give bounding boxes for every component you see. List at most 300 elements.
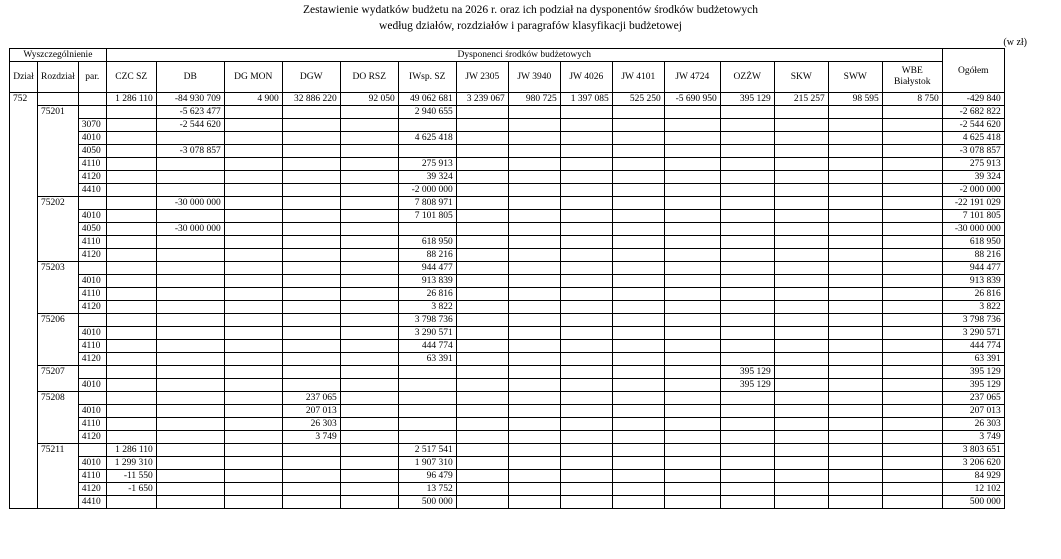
table-row bbox=[10, 171, 1005, 184]
table-cell: 525 250 bbox=[612, 93, 664, 106]
table-cell bbox=[720, 392, 774, 405]
table-cell bbox=[224, 210, 282, 223]
cell-dzial bbox=[10, 210, 38, 223]
cell-par: 4120 bbox=[78, 249, 106, 262]
cell-dzial bbox=[10, 119, 38, 132]
header-column: IWsp. SZ bbox=[398, 62, 456, 93]
table-cell bbox=[720, 158, 774, 171]
table-cell bbox=[340, 366, 398, 379]
table-cell bbox=[560, 262, 612, 275]
report-title: Zestawienie wydatków budżetu na 2026 r. oraz ich podział na dysponentów środków budżetowych bbox=[302, 4, 759, 16]
table-cell bbox=[508, 405, 560, 418]
header-column: SKW bbox=[774, 62, 828, 93]
table-cell bbox=[282, 379, 340, 392]
table-row bbox=[10, 418, 1005, 431]
table-cell bbox=[456, 262, 508, 275]
table-cell bbox=[664, 275, 720, 288]
table-cell bbox=[340, 444, 398, 457]
budget-table bbox=[9, 48, 1005, 509]
table-cell bbox=[828, 301, 882, 314]
table-cell bbox=[456, 236, 508, 249]
table-row bbox=[10, 431, 1005, 444]
table-cell bbox=[456, 288, 508, 301]
cell-rozdzial bbox=[38, 223, 79, 236]
table-cell bbox=[398, 119, 456, 132]
table-cell bbox=[340, 392, 398, 405]
table-cell bbox=[828, 444, 882, 457]
table-cell bbox=[774, 340, 828, 353]
cell-total: -30 000 000 bbox=[942, 223, 1004, 236]
table-cell bbox=[664, 470, 720, 483]
table-cell: 1 299 310 bbox=[106, 457, 156, 470]
cell-rozdzial bbox=[38, 158, 79, 171]
table-cell bbox=[560, 210, 612, 223]
cell-rozdzial: 75206 bbox=[38, 314, 79, 327]
table-cell bbox=[224, 275, 282, 288]
cell-dzial bbox=[10, 275, 38, 288]
table-cell bbox=[282, 288, 340, 301]
table-cell bbox=[106, 366, 156, 379]
cell-dzial: 752 bbox=[10, 93, 38, 106]
table-cell bbox=[508, 288, 560, 301]
table-cell bbox=[774, 379, 828, 392]
cell-dzial bbox=[10, 197, 38, 210]
table-cell bbox=[106, 223, 156, 236]
table-cell bbox=[560, 496, 612, 509]
table-cell bbox=[720, 314, 774, 327]
cell-par bbox=[78, 106, 106, 119]
table-cell bbox=[882, 353, 942, 366]
table-cell bbox=[456, 145, 508, 158]
table-cell bbox=[106, 158, 156, 171]
table-cell bbox=[156, 496, 224, 509]
cell-par: 4110 bbox=[78, 340, 106, 353]
table-cell bbox=[664, 197, 720, 210]
table-cell bbox=[282, 106, 340, 119]
table-cell: 944 477 bbox=[398, 262, 456, 275]
table-cell bbox=[156, 158, 224, 171]
table-cell bbox=[398, 392, 456, 405]
table-cell bbox=[508, 457, 560, 470]
table-cell bbox=[456, 431, 508, 444]
table-cell bbox=[456, 171, 508, 184]
header-column: DB bbox=[156, 62, 224, 93]
cell-total: 84 929 bbox=[942, 470, 1004, 483]
cell-total: 3 803 651 bbox=[942, 444, 1004, 457]
table-cell bbox=[882, 314, 942, 327]
table-cell bbox=[612, 262, 664, 275]
table-cell: 3 239 067 bbox=[456, 93, 508, 106]
header-ogolem: Ogółem bbox=[942, 49, 1004, 93]
table-cell bbox=[612, 353, 664, 366]
table-cell bbox=[664, 444, 720, 457]
table-cell bbox=[508, 392, 560, 405]
table-cell bbox=[720, 210, 774, 223]
table-cell bbox=[456, 184, 508, 197]
table-cell bbox=[720, 457, 774, 470]
table-header bbox=[10, 49, 1005, 93]
table-cell bbox=[560, 470, 612, 483]
table-cell bbox=[398, 223, 456, 236]
header-column: DO RSZ bbox=[340, 62, 398, 93]
table-cell bbox=[282, 132, 340, 145]
table-cell bbox=[560, 457, 612, 470]
table-cell bbox=[882, 210, 942, 223]
table-cell bbox=[156, 249, 224, 262]
table-cell bbox=[774, 444, 828, 457]
table-cell bbox=[664, 184, 720, 197]
table-cell bbox=[774, 132, 828, 145]
cell-rozdzial: 75202 bbox=[38, 197, 79, 210]
table-row bbox=[10, 288, 1005, 301]
cell-rozdzial bbox=[38, 431, 79, 444]
table-cell bbox=[156, 418, 224, 431]
table-cell bbox=[828, 431, 882, 444]
cell-rozdzial: 75203 bbox=[38, 262, 79, 275]
cell-par bbox=[78, 93, 106, 106]
table-cell: 13 752 bbox=[398, 483, 456, 496]
table-cell bbox=[774, 483, 828, 496]
table-cell bbox=[664, 158, 720, 171]
table-row bbox=[10, 158, 1005, 171]
table-cell: -2 544 620 bbox=[156, 119, 224, 132]
table-cell bbox=[882, 197, 942, 210]
header-dysponenci: Dysponenci środków budżetowych bbox=[106, 49, 942, 62]
table-cell bbox=[508, 314, 560, 327]
cell-par: 4010 bbox=[78, 405, 106, 418]
table-cell bbox=[106, 418, 156, 431]
table-cell bbox=[882, 223, 942, 236]
table-cell: 3 290 571 bbox=[398, 327, 456, 340]
table-cell: 1 286 110 bbox=[106, 444, 156, 457]
cell-total: 88 216 bbox=[942, 249, 1004, 262]
table-cell bbox=[456, 418, 508, 431]
table-cell bbox=[106, 236, 156, 249]
table-cell bbox=[106, 262, 156, 275]
table-cell: -5 623 477 bbox=[156, 106, 224, 119]
cell-dzial bbox=[10, 171, 38, 184]
table-cell bbox=[828, 132, 882, 145]
table-cell bbox=[340, 431, 398, 444]
table-row bbox=[10, 483, 1005, 496]
header-column: JW 2305 bbox=[456, 62, 508, 93]
table-cell bbox=[456, 457, 508, 470]
table-cell bbox=[106, 314, 156, 327]
table-cell bbox=[224, 197, 282, 210]
table-cell bbox=[612, 483, 664, 496]
cell-total: 3 749 bbox=[942, 431, 1004, 444]
table-cell bbox=[560, 171, 612, 184]
table-cell bbox=[882, 496, 942, 509]
table-cell: 32 886 220 bbox=[282, 93, 340, 106]
table-cell bbox=[456, 314, 508, 327]
table-cell bbox=[340, 327, 398, 340]
table-cell: 4 625 418 bbox=[398, 132, 456, 145]
table-row bbox=[10, 340, 1005, 353]
table-cell bbox=[508, 210, 560, 223]
table-cell bbox=[720, 301, 774, 314]
table-cell bbox=[456, 119, 508, 132]
cell-total: 275 913 bbox=[942, 158, 1004, 171]
table-cell bbox=[508, 431, 560, 444]
table-cell bbox=[664, 483, 720, 496]
cell-dzial bbox=[10, 145, 38, 158]
header-column: WBE Białystok bbox=[882, 62, 942, 93]
cell-par: 4110 bbox=[78, 236, 106, 249]
table-cell bbox=[508, 275, 560, 288]
table-cell bbox=[882, 418, 942, 431]
table-cell bbox=[398, 431, 456, 444]
table-cell bbox=[508, 444, 560, 457]
table-cell bbox=[508, 197, 560, 210]
table-cell bbox=[224, 158, 282, 171]
table-cell bbox=[882, 158, 942, 171]
table-cell bbox=[882, 483, 942, 496]
cell-rozdzial bbox=[38, 145, 79, 158]
table-cell bbox=[340, 301, 398, 314]
table-cell bbox=[828, 392, 882, 405]
table-cell bbox=[828, 405, 882, 418]
table-cell bbox=[612, 275, 664, 288]
table-cell bbox=[882, 301, 942, 314]
table-cell: 26 816 bbox=[398, 288, 456, 301]
table-cell bbox=[612, 457, 664, 470]
table-cell bbox=[882, 470, 942, 483]
table-cell bbox=[882, 249, 942, 262]
cell-total: 395 129 bbox=[942, 379, 1004, 392]
table-cell bbox=[282, 483, 340, 496]
table-row bbox=[10, 405, 1005, 418]
table-cell bbox=[774, 470, 828, 483]
table-cell bbox=[774, 366, 828, 379]
table-cell bbox=[774, 119, 828, 132]
table-cell: 3 798 736 bbox=[398, 314, 456, 327]
table-cell bbox=[156, 392, 224, 405]
table-cell bbox=[106, 106, 156, 119]
table-cell bbox=[224, 314, 282, 327]
table-cell bbox=[774, 288, 828, 301]
table-cell bbox=[882, 379, 942, 392]
table-cell bbox=[340, 197, 398, 210]
table-cell bbox=[560, 236, 612, 249]
table-cell bbox=[106, 301, 156, 314]
table-cell bbox=[156, 288, 224, 301]
table-cell bbox=[882, 184, 942, 197]
table-cell: 1 397 085 bbox=[560, 93, 612, 106]
table-cell bbox=[720, 236, 774, 249]
table-cell bbox=[560, 119, 612, 132]
cell-rozdzial bbox=[38, 132, 79, 145]
cell-total: 26 816 bbox=[942, 288, 1004, 301]
table-cell bbox=[508, 132, 560, 145]
table-cell bbox=[774, 405, 828, 418]
table-cell: 444 774 bbox=[398, 340, 456, 353]
table-cell: 49 062 681 bbox=[398, 93, 456, 106]
table-cell bbox=[720, 470, 774, 483]
table-cell bbox=[106, 171, 156, 184]
cell-dzial bbox=[10, 496, 38, 509]
table-cell bbox=[156, 171, 224, 184]
table-cell bbox=[612, 249, 664, 262]
cell-rozdzial bbox=[38, 327, 79, 340]
cell-total: -3 078 857 bbox=[942, 145, 1004, 158]
cell-rozdzial bbox=[38, 236, 79, 249]
table-cell bbox=[508, 184, 560, 197]
table-cell bbox=[456, 301, 508, 314]
table-cell bbox=[456, 340, 508, 353]
table-cell bbox=[106, 249, 156, 262]
cell-par: 4120 bbox=[78, 301, 106, 314]
table-cell bbox=[340, 223, 398, 236]
table-cell bbox=[456, 223, 508, 236]
table-row bbox=[10, 366, 1005, 379]
table-cell bbox=[664, 210, 720, 223]
table-cell bbox=[106, 275, 156, 288]
table-cell bbox=[828, 418, 882, 431]
table-cell bbox=[282, 171, 340, 184]
cell-rozdzial bbox=[38, 288, 79, 301]
table-cell bbox=[560, 340, 612, 353]
table-cell bbox=[224, 236, 282, 249]
table-cell bbox=[508, 171, 560, 184]
table-cell bbox=[774, 236, 828, 249]
table-cell bbox=[560, 314, 612, 327]
table-cell: 980 725 bbox=[508, 93, 560, 106]
cell-total: -22 191 029 bbox=[942, 197, 1004, 210]
table-cell bbox=[456, 158, 508, 171]
table-cell bbox=[612, 327, 664, 340]
cell-par: 4050 bbox=[78, 145, 106, 158]
table-cell bbox=[774, 418, 828, 431]
table-row bbox=[10, 262, 1005, 275]
table-cell bbox=[282, 353, 340, 366]
table-cell bbox=[456, 249, 508, 262]
table-cell bbox=[720, 353, 774, 366]
table-cell bbox=[560, 405, 612, 418]
table-cell bbox=[282, 197, 340, 210]
cell-dzial bbox=[10, 405, 38, 418]
table-cell bbox=[156, 340, 224, 353]
table-cell: 1 907 310 bbox=[398, 457, 456, 470]
table-cell bbox=[882, 366, 942, 379]
cell-rozdzial bbox=[38, 249, 79, 262]
table-row bbox=[10, 249, 1005, 262]
table-cell bbox=[156, 132, 224, 145]
table-cell bbox=[508, 366, 560, 379]
table-cell bbox=[828, 457, 882, 470]
table-cell bbox=[340, 314, 398, 327]
cell-total: -2 544 620 bbox=[942, 119, 1004, 132]
cell-total: 444 774 bbox=[942, 340, 1004, 353]
table-cell bbox=[106, 288, 156, 301]
table-row bbox=[10, 210, 1005, 223]
table-cell bbox=[398, 366, 456, 379]
table-cell bbox=[560, 184, 612, 197]
table-cell bbox=[560, 353, 612, 366]
table-cell bbox=[224, 340, 282, 353]
table-cell bbox=[720, 327, 774, 340]
cell-rozdzial bbox=[38, 93, 79, 106]
table-cell bbox=[720, 184, 774, 197]
table-body bbox=[10, 93, 1005, 509]
table-cell bbox=[720, 249, 774, 262]
table-row bbox=[10, 184, 1005, 197]
cell-par bbox=[78, 262, 106, 275]
table-cell bbox=[282, 223, 340, 236]
cell-dzial bbox=[10, 314, 38, 327]
table-row bbox=[10, 275, 1005, 288]
table-cell bbox=[156, 483, 224, 496]
table-cell bbox=[774, 301, 828, 314]
table-cell bbox=[156, 457, 224, 470]
table-cell bbox=[720, 132, 774, 145]
table-cell bbox=[340, 106, 398, 119]
table-cell bbox=[828, 314, 882, 327]
table-cell bbox=[774, 431, 828, 444]
table-cell bbox=[224, 132, 282, 145]
header-par: par. bbox=[78, 62, 106, 93]
table-cell bbox=[720, 444, 774, 457]
table-cell bbox=[720, 197, 774, 210]
table-cell bbox=[156, 366, 224, 379]
cell-dzial bbox=[10, 392, 38, 405]
cell-rozdzial bbox=[38, 301, 79, 314]
table-cell bbox=[106, 392, 156, 405]
table-cell bbox=[664, 301, 720, 314]
table-cell bbox=[664, 106, 720, 119]
table-cell bbox=[774, 314, 828, 327]
table-cell bbox=[340, 184, 398, 197]
table-cell bbox=[664, 418, 720, 431]
table-cell bbox=[106, 210, 156, 223]
table-cell: 2 940 655 bbox=[398, 106, 456, 119]
table-row bbox=[10, 93, 1005, 106]
table-cell bbox=[774, 353, 828, 366]
cell-rozdzial bbox=[38, 171, 79, 184]
table-cell bbox=[774, 275, 828, 288]
table-cell bbox=[828, 249, 882, 262]
table-cell bbox=[664, 119, 720, 132]
table-row bbox=[10, 236, 1005, 249]
table-cell bbox=[560, 275, 612, 288]
table-cell bbox=[282, 327, 340, 340]
table-cell: 237 065 bbox=[282, 392, 340, 405]
cell-total: -2 682 822 bbox=[942, 106, 1004, 119]
table-row bbox=[10, 301, 1005, 314]
table-cell bbox=[282, 470, 340, 483]
table-cell bbox=[156, 379, 224, 392]
cell-dzial bbox=[10, 444, 38, 457]
table-cell bbox=[664, 236, 720, 249]
table-cell bbox=[224, 366, 282, 379]
table-cell bbox=[720, 119, 774, 132]
table-cell bbox=[456, 106, 508, 119]
table-cell bbox=[456, 496, 508, 509]
table-cell bbox=[224, 171, 282, 184]
table-cell bbox=[664, 379, 720, 392]
table-row bbox=[10, 444, 1005, 457]
table-cell bbox=[774, 197, 828, 210]
table-cell bbox=[106, 353, 156, 366]
table-cell bbox=[340, 496, 398, 509]
table-cell bbox=[828, 483, 882, 496]
table-cell bbox=[828, 158, 882, 171]
table-cell bbox=[340, 483, 398, 496]
table-cell bbox=[560, 106, 612, 119]
cell-dzial bbox=[10, 236, 38, 249]
cell-dzial bbox=[10, 379, 38, 392]
cell-rozdzial bbox=[38, 457, 79, 470]
